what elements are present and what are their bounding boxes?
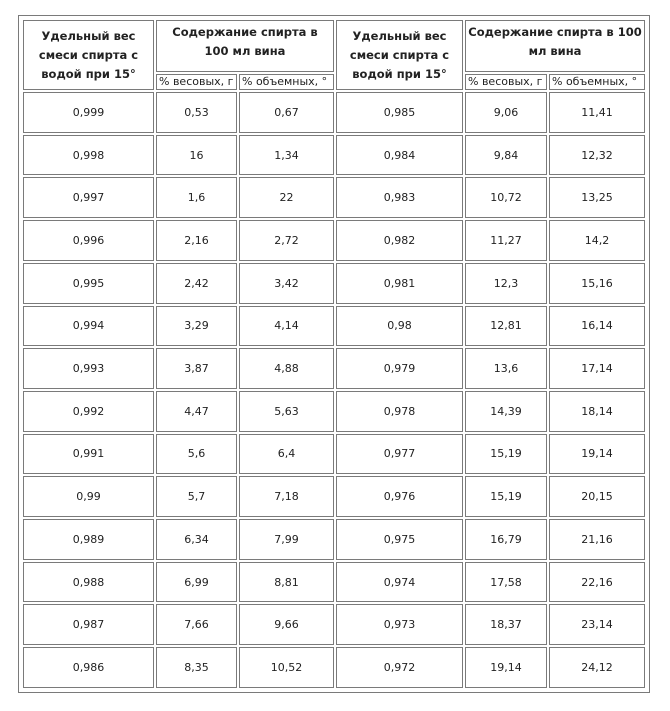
volume-percent-right-cell: 19,14 [549,434,645,475]
specific-gravity-left-cell: 0,992 [23,391,154,432]
volume-percent-right-cell: 16,14 [549,306,645,347]
weight-percent-left-cell: 2,42 [156,263,237,304]
specific-gravity-left-cell: 0,986 [23,647,154,688]
weight-percent-left-cell: 4,47 [156,391,237,432]
specific-gravity-right-cell: 0,975 [336,519,463,560]
header-by-volume-right: % объемных, ° [549,74,645,90]
volume-percent-right-cell: 12,32 [549,135,645,176]
header-specific-gravity-right: Удельный вес смеси спирта с водой при 15° [336,20,463,90]
table-row [23,220,645,261]
weight-percent-right-cell: 9,84 [465,135,547,176]
weight-percent-right-cell: 13,6 [465,348,547,389]
weight-percent-right-cell: 16,79 [465,519,547,560]
table-row [23,348,645,389]
header-specific-gravity-left: Удельный вес смеси спирта с водой при 15° [23,20,154,90]
volume-percent-left-cell: 10,52 [239,647,334,688]
specific-gravity-left-cell: 0,998 [23,135,154,176]
weight-percent-left-cell: 6,34 [156,519,237,560]
specific-gravity-right-cell: 0,974 [336,562,463,603]
volume-percent-left-cell: 7,99 [239,519,334,560]
volume-percent-left-cell: 3,42 [239,263,334,304]
specific-gravity-left-cell: 0,993 [23,348,154,389]
table-row [23,562,645,603]
weight-percent-left-cell: 1,6 [156,177,237,218]
weight-percent-left-cell: 16 [156,135,237,176]
volume-percent-right-cell: 21,16 [549,519,645,560]
header-by-weight-right: % весовых, г [465,74,547,90]
volume-percent-left-cell: 5,63 [239,391,334,432]
volume-percent-left-cell: 2,72 [239,220,334,261]
weight-percent-left-cell: 5,7 [156,476,237,517]
weight-percent-right-cell: 15,19 [465,434,547,475]
table-row [23,476,645,517]
weight-percent-left-cell: 3,87 [156,348,237,389]
specific-gravity-right-cell: 0,979 [336,348,463,389]
header-by-volume-left: % объемных, ° [239,74,334,90]
specific-gravity-right-cell: 0,984 [336,135,463,176]
table-row [23,434,645,475]
specific-gravity-right-cell: 0,978 [336,391,463,432]
volume-percent-right-cell: 11,41 [549,92,645,133]
volume-percent-right-cell: 13,25 [549,177,645,218]
volume-percent-right-cell: 18,14 [549,391,645,432]
table-row [23,92,645,133]
weight-percent-right-cell: 12,81 [465,306,547,347]
volume-percent-right-cell: 24,12 [549,647,645,688]
specific-gravity-right-cell: 0,972 [336,647,463,688]
specific-gravity-right-cell: 0,98 [336,306,463,347]
volume-percent-left-cell: 9,66 [239,604,334,645]
weight-percent-right-cell: 10,72 [465,177,547,218]
weight-percent-left-cell: 7,66 [156,604,237,645]
volume-percent-left-cell: 8,81 [239,562,334,603]
specific-gravity-left-cell: 0,994 [23,306,154,347]
table-row [23,391,645,432]
weight-percent-left-cell: 2,16 [156,220,237,261]
specific-gravity-right-cell: 0,985 [336,92,463,133]
weight-percent-left-cell: 6,99 [156,562,237,603]
header-by-weight-left: % весовых, г [156,74,237,90]
table-row [23,604,645,645]
volume-percent-right-cell: 23,14 [549,604,645,645]
header-alcohol-content-right: Содержание спирта в 100 мл вина [465,20,645,72]
header-alcohol-content-left: Содержание спирта в 100 мл вина [156,20,334,72]
specific-gravity-left-cell: 0,988 [23,562,154,603]
specific-gravity-left-cell: 0,999 [23,92,154,133]
table-row [23,306,645,347]
specific-gravity-left-cell: 0,997 [23,177,154,218]
weight-percent-right-cell: 9,06 [465,92,547,133]
weight-percent-right-cell: 11,27 [465,220,547,261]
specific-gravity-right-cell: 0,973 [336,604,463,645]
table-row [23,135,645,176]
volume-percent-right-cell: 17,14 [549,348,645,389]
specific-gravity-left-cell: 0,99 [23,476,154,517]
volume-percent-left-cell: 1,34 [239,135,334,176]
volume-percent-left-cell: 7,18 [239,476,334,517]
table-row [23,263,645,304]
volume-percent-right-cell: 20,15 [549,476,645,517]
specific-gravity-right-cell: 0,976 [336,476,463,517]
volume-percent-left-cell: 4,88 [239,348,334,389]
specific-gravity-left-cell: 0,989 [23,519,154,560]
table-row [23,519,645,560]
specific-gravity-right-cell: 0,981 [336,263,463,304]
specific-gravity-right-cell: 0,977 [336,434,463,475]
weight-percent-right-cell: 19,14 [465,647,547,688]
specific-gravity-left-cell: 0,991 [23,434,154,475]
volume-percent-left-cell: 0,67 [239,92,334,133]
weight-percent-right-cell: 14,39 [465,391,547,432]
weight-percent-right-cell: 17,58 [465,562,547,603]
weight-percent-right-cell: 12,3 [465,263,547,304]
specific-gravity-left-cell: 0,995 [23,263,154,304]
volume-percent-right-cell: 22,16 [549,562,645,603]
specific-gravity-left-cell: 0,987 [23,604,154,645]
weight-percent-right-cell: 18,37 [465,604,547,645]
table-row [23,177,645,218]
weight-percent-left-cell: 3,29 [156,306,237,347]
specific-gravity-right-cell: 0,983 [336,177,463,218]
weight-percent-left-cell: 8,35 [156,647,237,688]
volume-percent-right-cell: 15,16 [549,263,645,304]
specific-gravity-left-cell: 0,996 [23,220,154,261]
table-body [23,92,645,688]
weight-percent-left-cell: 0,53 [156,92,237,133]
alcohol-content-table-frame [18,15,650,693]
volume-percent-left-cell: 6,4 [239,434,334,475]
volume-percent-left-cell: 22 [239,177,334,218]
volume-percent-left-cell: 4,14 [239,306,334,347]
weight-percent-left-cell: 5,6 [156,434,237,475]
table-row [23,647,645,688]
specific-gravity-right-cell: 0,982 [336,220,463,261]
weight-percent-right-cell: 15,19 [465,476,547,517]
alcohol-content-table [21,18,647,690]
volume-percent-right-cell: 14,2 [549,220,645,261]
